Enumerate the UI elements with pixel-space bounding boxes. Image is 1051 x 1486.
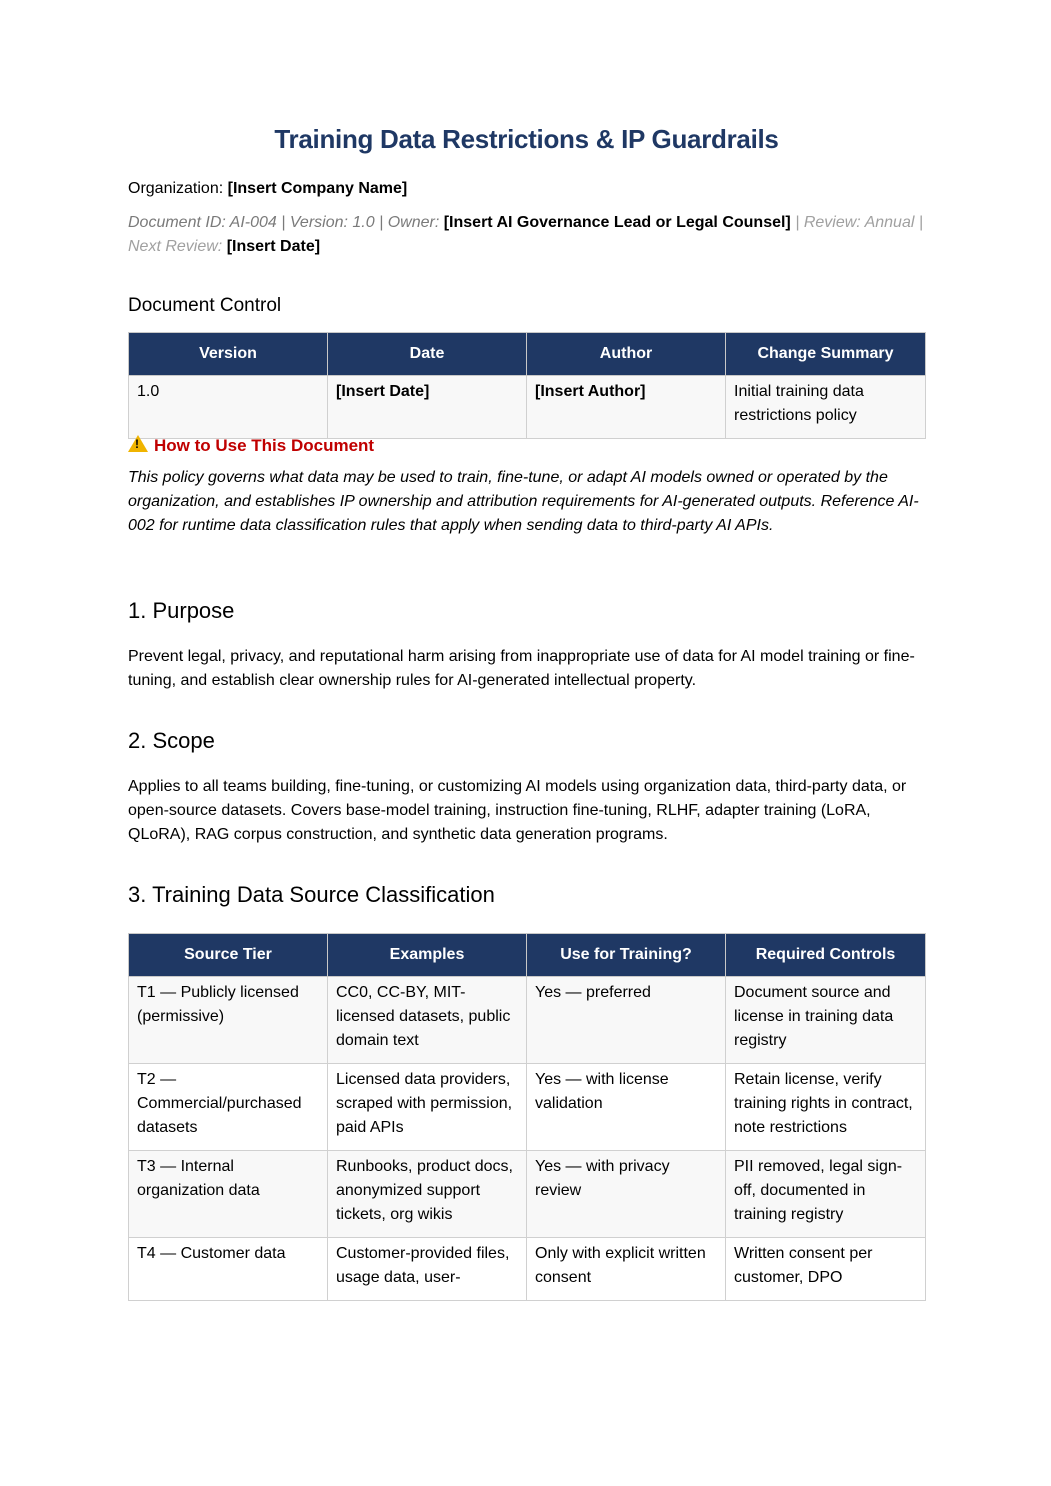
column-header-required-controls: Required Controls [726,934,926,977]
controls-cell: Document source and license in training data registry [726,977,926,1064]
scope-body: Applies to all teams building, fine-tuning, or customizing AI models using organization data, third-party data, or open-source datasets. Covers base-model training, instruction fine-tuning, RLHF, adapter training (LoRA, QLoRA), RAG corpus construction, and synthetic data generation programs. [128,778,907,843]
table-header-row [129,333,926,376]
owner-value: [Insert AI Governance Lead or Legal Counsel] [443,214,791,231]
source-classification-table [128,933,926,1301]
table-header-row [129,934,926,977]
column-header-source-tier: Source Tier [129,934,328,977]
how-to-heading [128,434,374,458]
organization-line [128,178,407,200]
column-header-date: Date [328,333,527,376]
tier-cell: T3 — Internal organization data [129,1151,328,1238]
table-row [129,1064,926,1151]
column-header-use-for-training: Use for Training? [527,934,726,977]
use-cell: Yes — with license validation [527,1064,726,1151]
tier-cell: T1 — Publicly licensed (permissive) [129,977,328,1064]
table-row [129,1151,926,1238]
purpose-heading: 1. Purpose [128,598,235,623]
controls-cell: Retain license, verify training rights in contract, note restrictions [726,1064,926,1151]
scope-heading: 2. Scope [128,728,215,753]
organization-label: Organization: [128,180,224,197]
column-header-change-summary: Change Summary [726,333,926,376]
warning-icon [128,435,148,452]
table-row [129,1238,926,1301]
table-row [129,376,926,439]
examples-cell: Customer-provided files, usage data, user- [328,1238,527,1301]
examples-cell: Runbooks, product docs, anonymized support tickets, org wikis [328,1151,527,1238]
controls-cell: Written consent per customer, DPO [726,1238,926,1301]
doc-id-text: Document ID: AI-004 | Version: 1.0 | Owner: [128,214,440,231]
use-cell: Only with explicit written consent [527,1238,726,1301]
controls-cell: PII removed, legal sign-off, documented in training registry [726,1151,926,1238]
column-header-author: Author [527,333,726,376]
purpose-body: Prevent legal, privacy, and reputational harm arising from inappropriate use of data for AI model training or fine-tuning, and establish clear ownership rules for AI-generated intellectual property. [128,648,915,689]
date-cell: [Insert Date] [328,376,527,439]
classification-heading: 3. Training Data Source Classification [128,882,495,907]
examples-cell: CC0, CC-BY, MIT-licensed datasets, public domain text [328,977,527,1064]
organization-value: [Insert Company Name] [227,180,408,197]
tier-cell: T2 — Commercial/purchased datasets [129,1064,328,1151]
change-summary-cell: Initial training data restrictions policy [726,376,926,439]
examples-cell: Licensed data providers, scraped with permission, paid APIs [328,1064,527,1151]
use-cell: Yes — preferred [527,977,726,1064]
column-header-examples: Examples [328,934,527,977]
next-review-value: [Insert Date] [226,238,321,255]
review-text: | Review: Annual | Next Review: [128,214,923,255]
author-cell: [Insert Author] [527,376,726,439]
column-header-version: Version [129,333,328,376]
use-cell: Yes — with privacy review [527,1151,726,1238]
how-to-body: This policy governs what data may be used to train, fine-tune, or adapt AI models owned or operated by the organization, and establishes IP ownership and attribution requirements for AI-generated outputs. Reference AI-002 for runtime data classification rules that apply when sending data to third-party AI APIs. [128,469,919,534]
document-control-table [128,332,926,439]
document-metadata [128,211,925,259]
table-row [129,977,926,1064]
version-cell: 1.0 [129,376,328,439]
tier-cell: T4 — Customer data [129,1238,328,1301]
how-to-title: How to Use This Document [154,436,375,455]
document-title: Training Data Restrictions & IP Guardrails [274,124,779,154]
document-control-heading: Document Control [128,295,282,316]
